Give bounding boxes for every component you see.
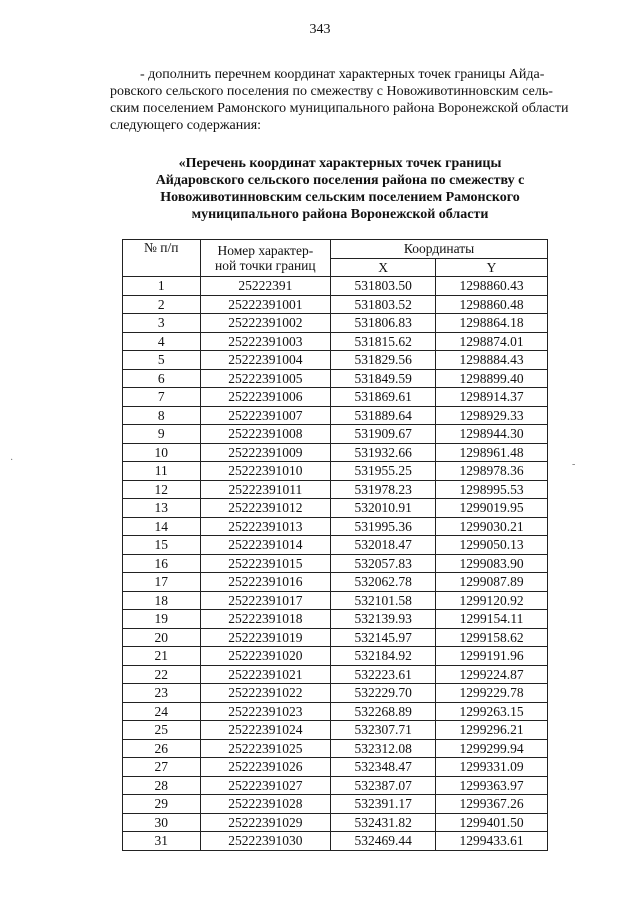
cell-point: 25222391026 (200, 758, 331, 777)
cell-num: 22 (123, 665, 201, 684)
cell-num: 2 (123, 295, 201, 314)
cell-x: 532101.58 (331, 591, 436, 610)
cell-y: 1299363.97 (436, 776, 548, 795)
table-row (123, 832, 548, 851)
cell-y: 1299224.87 (436, 665, 548, 684)
heading-line: Айдаровского сельского поселения района по смежеству с (155, 173, 525, 188)
cell-y: 1298995.53 (436, 480, 548, 499)
cell-y: 1299050.13 (436, 536, 548, 555)
cell-y: 1298914.37 (436, 388, 548, 407)
heading-line: Новоживотинновским сельским поселением Рамонского (160, 190, 520, 205)
cell-x: 532145.97 (331, 628, 436, 647)
cell-point: 25222391006 (200, 388, 331, 407)
cell-x: 532469.44 (331, 832, 436, 851)
cell-x: 531978.23 (331, 480, 436, 499)
cell-y: 1299154.11 (436, 610, 548, 629)
cell-point: 25222391001 (200, 295, 331, 314)
cell-x: 532268.89 (331, 702, 436, 721)
cell-point: 25222391 (200, 277, 331, 296)
header-num: № п/п (123, 240, 201, 277)
cell-y: 1299296.21 (436, 721, 548, 740)
cell-point: 25222391011 (200, 480, 331, 499)
cell-y: 1298860.48 (436, 295, 548, 314)
cell-point: 25222391024 (200, 721, 331, 740)
cell-num: 27 (123, 758, 201, 777)
table-row (123, 647, 548, 666)
table-row (123, 776, 548, 795)
cell-num: 29 (123, 795, 201, 814)
cell-x: 531889.64 (331, 406, 436, 425)
intro-line: ровского сельского поселения по смежеству с Новоживотинновским сель- (110, 84, 553, 99)
cell-point: 25222391017 (200, 591, 331, 610)
table-row (123, 684, 548, 703)
cell-x: 531955.25 (331, 462, 436, 481)
cell-y: 1299120.92 (436, 591, 548, 610)
cell-x: 532312.08 (331, 739, 436, 758)
cell-y: 1299367.26 (436, 795, 548, 814)
cell-point: 25222391030 (200, 832, 331, 851)
cell-x: 531995.36 (331, 517, 436, 536)
cell-point: 25222391013 (200, 517, 331, 536)
cell-point: 25222391015 (200, 554, 331, 573)
cell-y: 1298874.01 (436, 332, 548, 351)
cell-num: 25 (123, 721, 201, 740)
cell-num: 24 (123, 702, 201, 721)
cell-x: 532057.83 (331, 554, 436, 573)
table-row (123, 462, 548, 481)
table-row (123, 610, 548, 629)
table-row (123, 702, 548, 721)
header-point (200, 240, 331, 277)
cell-x: 532387.07 (331, 776, 436, 795)
table-row (123, 332, 548, 351)
cell-x: 531932.66 (331, 443, 436, 462)
cell-num: 16 (123, 554, 201, 573)
cell-point: 25222391003 (200, 332, 331, 351)
cell-x: 531909.67 (331, 425, 436, 444)
cell-num: 31 (123, 832, 201, 851)
cell-num: 12 (123, 480, 201, 499)
cell-point: 25222391007 (200, 406, 331, 425)
cell-y: 1299433.61 (436, 832, 548, 851)
page-number: 343 (309, 22, 331, 37)
cell-y: 1298929.33 (436, 406, 548, 425)
cell-num: 11 (123, 462, 201, 481)
table-row (123, 721, 548, 740)
table-row (123, 536, 548, 555)
cell-point: 25222391008 (200, 425, 331, 444)
table-row (123, 517, 548, 536)
cell-x: 532018.47 (331, 536, 436, 555)
scan-mark: · (10, 455, 14, 466)
table-row (123, 425, 548, 444)
table-row (123, 406, 548, 425)
cell-y: 1298961.48 (436, 443, 548, 462)
cell-y: 1299229.78 (436, 684, 548, 703)
cell-x: 532062.78 (331, 573, 436, 592)
table-row (123, 480, 548, 499)
table-row (123, 277, 548, 296)
table-row (123, 573, 548, 592)
cell-point: 25222391020 (200, 647, 331, 666)
cell-point: 25222391010 (200, 462, 331, 481)
header-x: X (331, 258, 436, 277)
table-row (123, 813, 548, 832)
table-row (123, 443, 548, 462)
table-row (123, 314, 548, 333)
cell-y: 1299299.94 (436, 739, 548, 758)
cell-point: 25222391012 (200, 499, 331, 518)
cell-y: 1299158.62 (436, 628, 548, 647)
table-heading (120, 155, 560, 223)
cell-y: 1299191.96 (436, 647, 548, 666)
cell-x: 532139.93 (331, 610, 436, 629)
cell-point: 25222391027 (200, 776, 331, 795)
cell-point: 25222391028 (200, 795, 331, 814)
table-row (123, 499, 548, 518)
cell-y: 1298864.18 (436, 314, 548, 333)
cell-num: 20 (123, 628, 201, 647)
cell-num: 19 (123, 610, 201, 629)
cell-point: 25222391023 (200, 702, 331, 721)
cell-num: 17 (123, 573, 201, 592)
cell-y: 1299401.50 (436, 813, 548, 832)
cell-y: 1299019.95 (436, 499, 548, 518)
cell-num: 30 (123, 813, 201, 832)
cell-x: 532307.71 (331, 721, 436, 740)
cell-point: 25222391022 (200, 684, 331, 703)
cell-num: 7 (123, 388, 201, 407)
cell-x: 532431.82 (331, 813, 436, 832)
cell-point: 25222391009 (200, 443, 331, 462)
cell-point: 25222391014 (200, 536, 331, 555)
cell-point: 25222391021 (200, 665, 331, 684)
cell-x: 532223.61 (331, 665, 436, 684)
cell-num: 1 (123, 277, 201, 296)
table-row (123, 795, 548, 814)
table-row (123, 665, 548, 684)
cell-y: 1299030.21 (436, 517, 548, 536)
cell-y: 1299263.15 (436, 702, 548, 721)
header-y: Y (436, 258, 548, 277)
cell-num: 8 (123, 406, 201, 425)
cell-num: 26 (123, 739, 201, 758)
cell-x: 531803.50 (331, 277, 436, 296)
cell-y: 1298944.30 (436, 425, 548, 444)
cell-x: 532391.17 (331, 795, 436, 814)
scan-mark: - (572, 459, 576, 470)
cell-y: 1298884.43 (436, 351, 548, 370)
cell-point: 25222391005 (200, 369, 331, 388)
cell-point: 25222391004 (200, 351, 331, 370)
cell-num: 18 (123, 591, 201, 610)
header-coords: Координаты (331, 240, 548, 259)
cell-point: 25222391029 (200, 813, 331, 832)
cell-x: 532229.70 (331, 684, 436, 703)
cell-num: 5 (123, 351, 201, 370)
table-row (123, 591, 548, 610)
cell-num: 9 (123, 425, 201, 444)
cell-x: 532184.92 (331, 647, 436, 666)
table-row (123, 758, 548, 777)
intro-line: следующего содержания: (110, 118, 262, 133)
cell-num: 28 (123, 776, 201, 795)
heading-line: «Перечень координат характерных точек границы (178, 156, 502, 171)
cell-y: 1298860.43 (436, 277, 548, 296)
cell-point: 25222391018 (200, 610, 331, 629)
table-body (123, 277, 548, 851)
table-row (123, 351, 548, 370)
intro-paragraph (110, 66, 590, 134)
cell-y: 1299331.09 (436, 758, 548, 777)
cell-x: 532010.91 (331, 499, 436, 518)
table-row (123, 369, 548, 388)
intro-line: ским поселением Рамонского муниципального района Воронежской области (110, 101, 569, 116)
heading-line: муниципального района Воронежской области (191, 207, 489, 222)
cell-num: 14 (123, 517, 201, 536)
cell-num: 10 (123, 443, 201, 462)
cell-num: 15 (123, 536, 201, 555)
cell-num: 23 (123, 684, 201, 703)
cell-num: 6 (123, 369, 201, 388)
cell-y: 1299083.90 (436, 554, 548, 573)
cell-x: 532348.47 (331, 758, 436, 777)
table-row (123, 628, 548, 647)
cell-y: 1299087.89 (436, 573, 548, 592)
cell-x: 531829.56 (331, 351, 436, 370)
table-row (123, 388, 548, 407)
cell-num: 13 (123, 499, 201, 518)
cell-y: 1298978.36 (436, 462, 548, 481)
cell-num: 3 (123, 314, 201, 333)
cell-point: 25222391025 (200, 739, 331, 758)
cell-point: 25222391019 (200, 628, 331, 647)
cell-x: 531806.83 (331, 314, 436, 333)
cell-num: 4 (123, 332, 201, 351)
cell-x: 531803.52 (331, 295, 436, 314)
cell-point: 25222391002 (200, 314, 331, 333)
cell-num: 21 (123, 647, 201, 666)
cell-point: 25222391016 (200, 573, 331, 592)
table-row (123, 295, 548, 314)
header-row (123, 240, 548, 259)
header-point-line: Номер характер- (217, 243, 314, 258)
coordinates-table (122, 239, 548, 851)
header-point-line: ной точки границ (215, 258, 316, 273)
cell-y: 1298899.40 (436, 369, 548, 388)
table-row (123, 554, 548, 573)
cell-x: 531869.61 (331, 388, 436, 407)
intro-line: - дополнить перечнем координат характерных точек границы Айда- (140, 67, 545, 82)
table-row (123, 739, 548, 758)
cell-x: 531815.62 (331, 332, 436, 351)
cell-x: 531849.59 (331, 369, 436, 388)
